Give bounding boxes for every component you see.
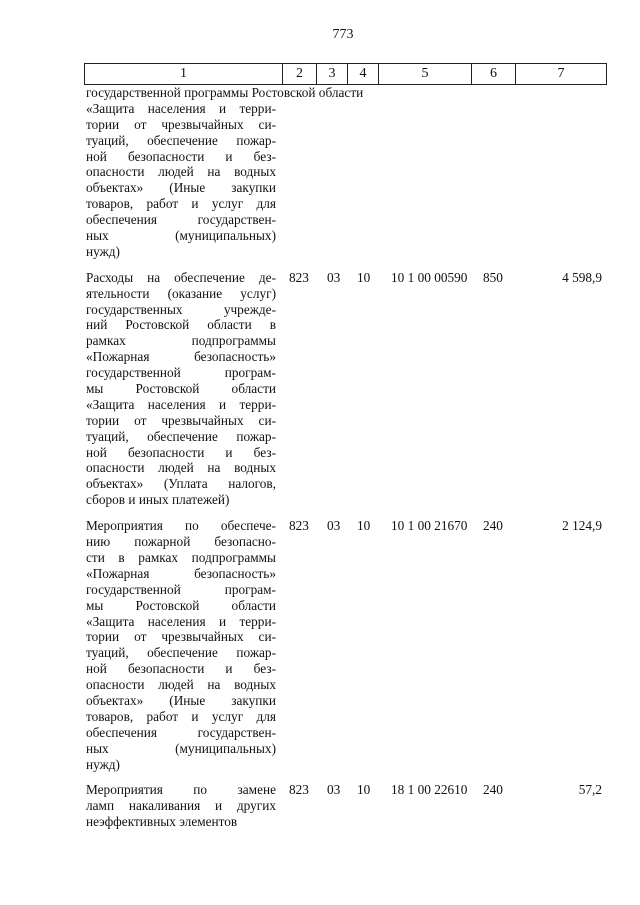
column-header-5: 5 xyxy=(379,64,472,85)
description-line: рамках подпрограммы xyxy=(86,333,276,349)
column-header-6: 6 xyxy=(472,64,516,85)
description-line: объектах» (Иные закупки xyxy=(86,692,276,708)
description-line: ний Ростовской области в xyxy=(86,317,276,333)
description-line: опасности людей на водных xyxy=(86,677,276,693)
description-line: ных (муниципальных) xyxy=(86,228,276,244)
description-line: ной безопасности и без- xyxy=(86,148,276,164)
description-line: нию пожарной безопасно- xyxy=(86,534,276,550)
description-line: неэффективных элементов xyxy=(86,814,238,830)
column-header-table xyxy=(84,63,607,85)
description-line: ятельности (оказание услуг) xyxy=(86,285,276,301)
description-line: нужд) xyxy=(86,756,120,772)
cell-amount: 4 598,9 xyxy=(562,269,602,285)
description-line: сти в рамках подпрограммы xyxy=(86,549,276,565)
cell-section: 03 xyxy=(327,782,341,798)
description-line: тории от чрезвычайных си- xyxy=(86,412,276,428)
description-line: «Защита населения и терри- xyxy=(86,100,276,116)
row-description xyxy=(86,782,276,830)
column-header-1: 1 xyxy=(85,64,283,85)
cell-glava: 823 xyxy=(289,269,309,285)
description-line: ной безопасности и без- xyxy=(86,444,276,460)
description-line: «Защита населения и терри- xyxy=(86,396,276,412)
description-line: нужд) xyxy=(86,243,120,259)
cell-expense-type: 240 xyxy=(483,518,503,534)
cell-amount: 2 124,9 xyxy=(562,518,602,534)
row-description xyxy=(86,270,276,508)
description-line: ной безопасности и без- xyxy=(86,661,276,677)
description-line: товаров, работ и услуг для xyxy=(86,708,276,724)
table-row xyxy=(86,518,616,772)
description-line: государственных учрежде- xyxy=(86,301,276,317)
table-row xyxy=(86,85,616,260)
column-header-2: 2 xyxy=(283,64,317,85)
description-line: государственной програм- xyxy=(86,581,276,597)
column-header-7: 7 xyxy=(516,64,607,85)
cell-subsection: 10 xyxy=(357,269,371,285)
description-line: товаров, работ и услуг для xyxy=(86,196,276,212)
description-line: туаций, обеспечение пожар- xyxy=(86,645,276,661)
description-line: мы Ростовской области xyxy=(86,381,276,397)
description-line: «Пожарная безопасность» xyxy=(86,565,276,581)
cell-target-article: 18 1 00 22610 xyxy=(391,782,468,798)
description-line: туаций, обеспечение пожар- xyxy=(86,428,276,444)
cell-section: 03 xyxy=(327,518,341,534)
description-line: «Защита населения и терри- xyxy=(86,613,276,629)
description-line: государственной програм- xyxy=(86,365,276,381)
description-line: мы Ростовской области xyxy=(86,597,276,613)
row-description xyxy=(86,85,364,260)
table-row xyxy=(86,782,616,830)
column-header-3: 3 xyxy=(317,64,348,85)
description-line: Мероприятия по замене xyxy=(86,782,276,798)
description-line: Расходы на обеспечение де- xyxy=(86,269,276,285)
description-line: тории от чрезвычайных си- xyxy=(86,629,276,645)
description-line: государственной программы Ростовской области xyxy=(86,85,364,100)
description-line: обеспечения государствен- xyxy=(86,212,276,228)
description-line: «Пожарная безопасность» xyxy=(86,349,276,365)
description-line: туаций, обеспечение пожар- xyxy=(86,132,276,148)
page-number: 773 xyxy=(332,27,354,42)
cell-expense-type: 240 xyxy=(483,782,503,798)
cell-section: 03 xyxy=(327,269,341,285)
description-line: объектах» (Иные закупки xyxy=(86,180,276,196)
cell-target-article: 10 1 00 00590 xyxy=(391,269,468,285)
column-header-row xyxy=(85,64,607,85)
cell-glava: 823 xyxy=(289,782,309,798)
description-line: тории от чрезвычайных си- xyxy=(86,116,276,132)
description-line: объектах» (Уплата налогов, xyxy=(86,476,276,492)
cell-subsection: 10 xyxy=(357,518,371,534)
description-line: обеспечения государствен- xyxy=(86,724,276,740)
cell-expense-type: 850 xyxy=(483,269,503,285)
cell-amount: 57,2 xyxy=(578,782,602,798)
row-description xyxy=(86,518,276,772)
table-row xyxy=(86,270,616,508)
description-line: сборов и иных платежей) xyxy=(86,492,230,508)
cell-subsection: 10 xyxy=(357,782,371,798)
description-line: опасности людей на водных xyxy=(86,460,276,476)
description-line: ных (муниципальных) xyxy=(86,740,276,756)
column-header-4: 4 xyxy=(348,64,379,85)
description-line: опасности людей на водных xyxy=(86,164,276,180)
cell-glava: 823 xyxy=(289,518,309,534)
description-line: Мероприятия по обеспече- xyxy=(86,518,276,534)
cell-target-article: 10 1 00 21670 xyxy=(391,518,468,534)
table-body xyxy=(86,85,616,830)
description-line: ламп накаливания и других xyxy=(86,798,276,814)
